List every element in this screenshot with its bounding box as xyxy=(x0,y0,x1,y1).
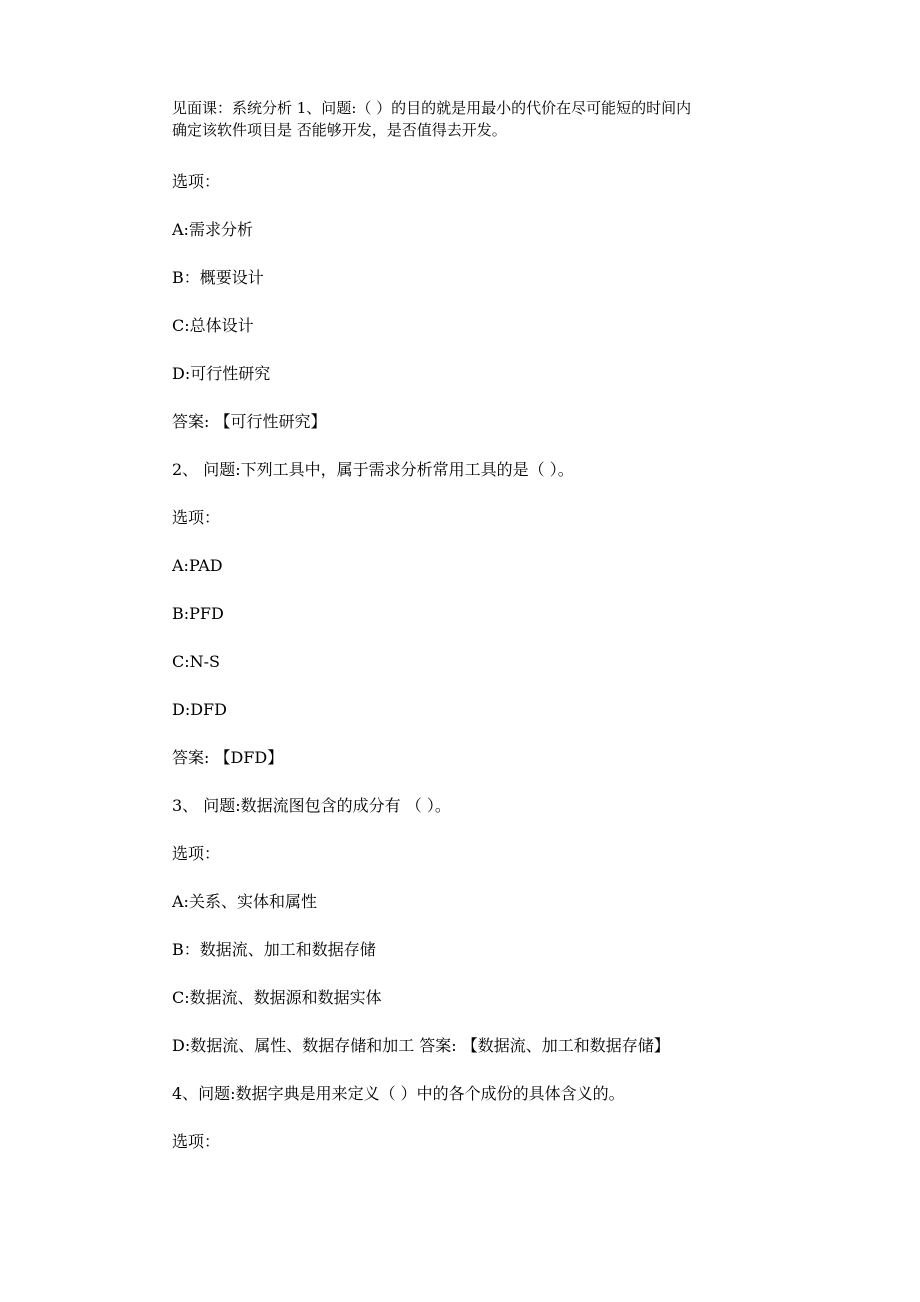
q2-question: 2、 问题:下列工具中，属于需求分析常用工具的是（ ）。 xyxy=(172,460,574,479)
q3-option-d-and-answer: D:数据流、属性、数据存储和加工 答案: 【数据流、加工和数据存储】 xyxy=(172,1036,670,1055)
intro-line-2: 确定该软件项目是 否能够开发，是否值得去开发。 xyxy=(172,121,507,139)
q3-option-c: C:数据流、数据源和数据实体 xyxy=(172,988,382,1007)
q1-option-b: B：概要设计 xyxy=(172,268,264,287)
q2-option-c: C:N-S xyxy=(172,652,220,671)
q3-option-a: A:关系、实体和属性 xyxy=(172,892,317,911)
q1-option-d: D:可行性研究 xyxy=(172,364,271,383)
q3-question: 3、 问题:数据流图包含的成分有 （ ）。 xyxy=(172,796,451,815)
q2-option-d: D:DFD xyxy=(172,700,227,719)
q1-option-a: A:需求分析 xyxy=(172,220,253,239)
q2-answer: 答案: 【DFD】 xyxy=(172,748,284,767)
q1-options-label: 选项： xyxy=(172,172,221,191)
q1-answer: 答案: 【可行性研究】 xyxy=(172,412,327,431)
q4-options-label: 选项： xyxy=(172,1132,221,1151)
q2-option-a: A:PAD xyxy=(172,556,223,575)
q4-question: 4、问题:数据字典是用来定义（ ）中的各个成份的具体含义的。 xyxy=(172,1084,625,1103)
q2-options-label: 选项： xyxy=(172,508,221,527)
q3-option-b: B：数据流、加工和数据存储 xyxy=(172,940,376,959)
q2-option-b: B:PFD xyxy=(172,604,224,623)
q3-options-label: 选项： xyxy=(172,844,221,863)
q1-option-c: C:总体设计 xyxy=(172,316,254,335)
intro-line-1: 见面课：系统分析 1、问题:（ ）的目的就是用最小的代价在尽可能短的时间内 xyxy=(172,99,692,117)
document-page xyxy=(172,97,772,1179)
intro-paragraph xyxy=(172,97,772,145)
